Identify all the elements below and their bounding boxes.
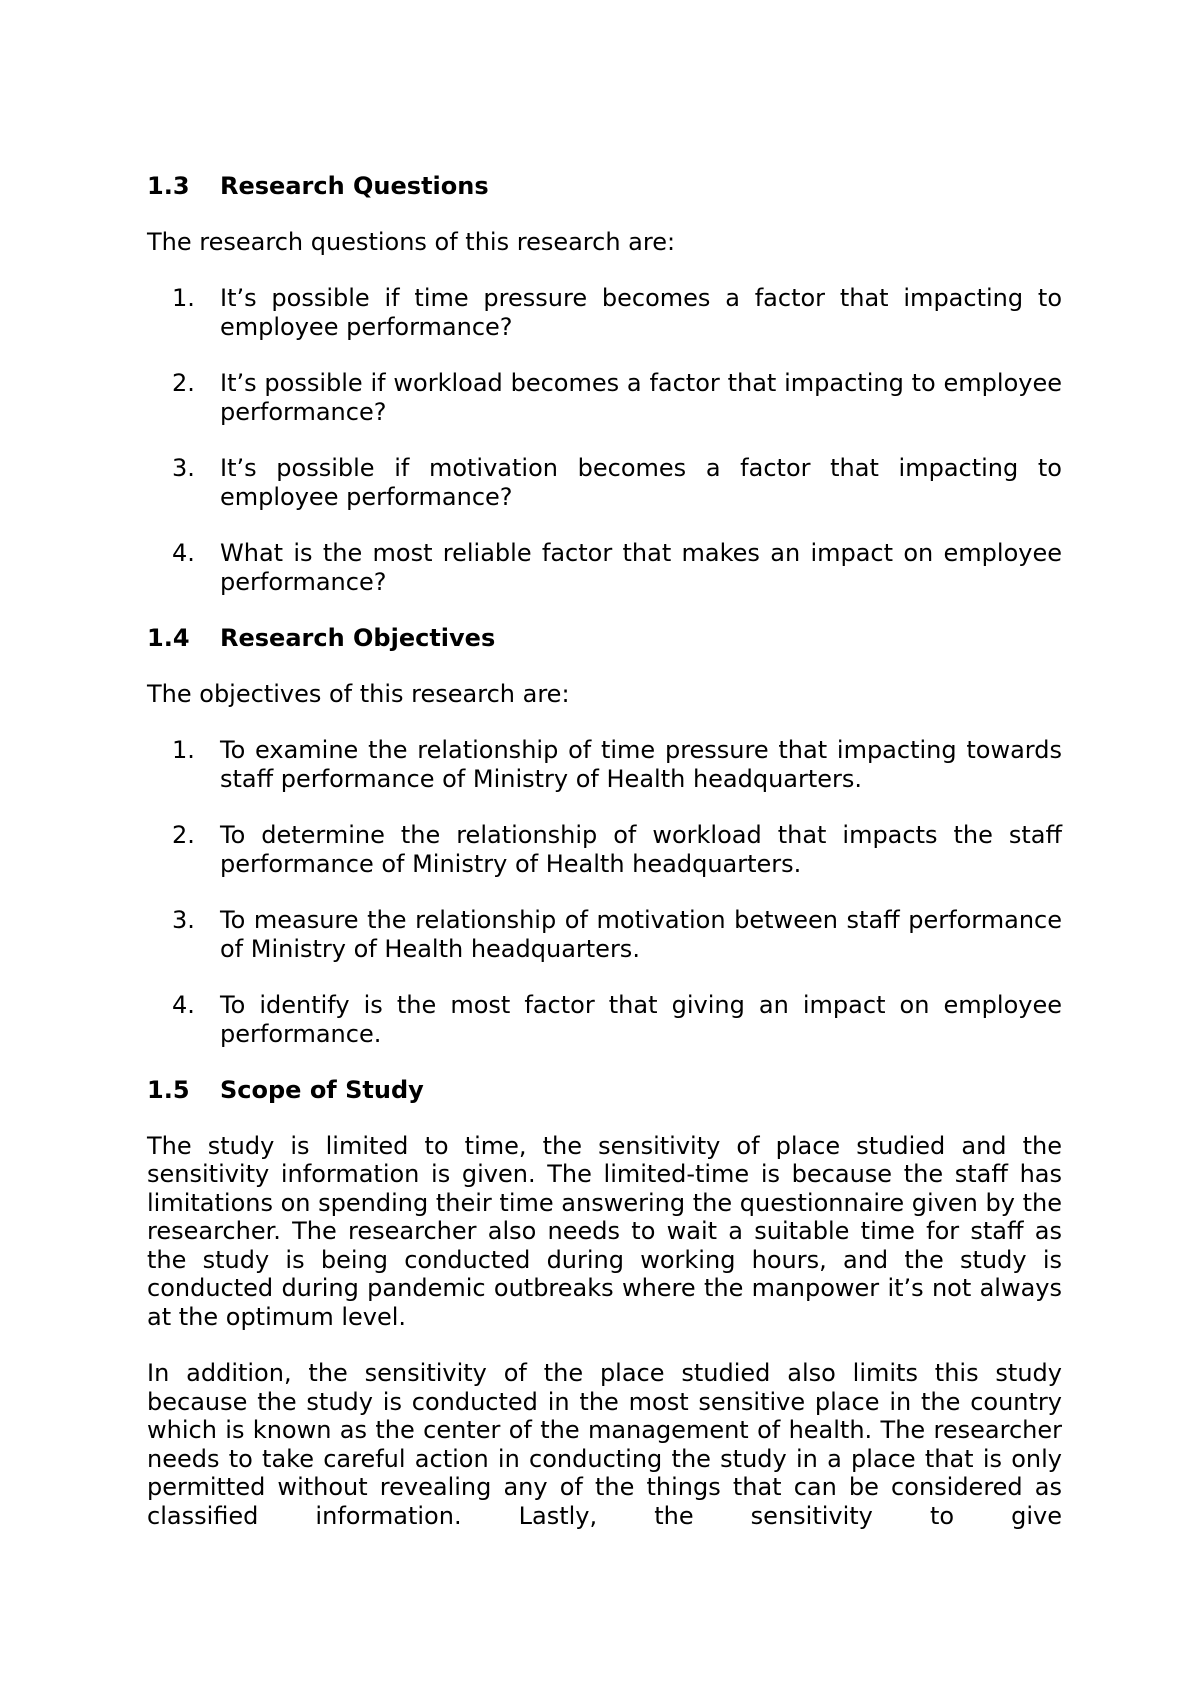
list-item-text: It’s possible if workload becomes a factor that impacting to employee performance? bbox=[220, 369, 1062, 426]
section-number: 1.5 bbox=[147, 1076, 190, 1104]
list-item-text: To measure the relationship of motivation between staff performance of Ministry of Health headquarters. bbox=[220, 906, 1062, 963]
section-title: Research Questions bbox=[220, 172, 489, 200]
list-marker: 4. bbox=[172, 991, 195, 1019]
list-marker: 1. bbox=[172, 736, 195, 764]
list-item bbox=[147, 539, 1062, 596]
research-questions-list bbox=[147, 284, 1062, 596]
list-item-text: To determine the relationship of workload that impacts the staff performance of Ministry of Health headquarters. bbox=[220, 821, 1062, 878]
list-item bbox=[147, 369, 1062, 426]
list-item bbox=[147, 821, 1062, 878]
section-heading-research-questions bbox=[147, 172, 1062, 201]
section-heading-research-objectives bbox=[147, 624, 1062, 653]
research-objectives-list bbox=[147, 736, 1062, 1048]
list-item-text: What is the most reliable factor that makes an impact on employee performance? bbox=[220, 539, 1062, 596]
list-item-text: To examine the relationship of time pressure that impacting towards staff performance of Ministry of Health headquarters. bbox=[220, 736, 1062, 793]
list-marker: 3. bbox=[172, 454, 195, 482]
section-number: 1.4 bbox=[147, 624, 190, 652]
section-title: Scope of Study bbox=[220, 1076, 424, 1104]
section-intro: The objectives of this research are: bbox=[147, 679, 570, 708]
list-marker: 2. bbox=[172, 369, 195, 397]
section-title: Research Objectives bbox=[220, 624, 496, 652]
list-item bbox=[147, 284, 1062, 341]
list-item-text: It’s possible if time pressure becomes a factor that impacting to employee performance? bbox=[220, 284, 1062, 341]
list-item bbox=[147, 454, 1062, 511]
body-paragraph: The study is limited to time, the sensitivity of place studied and the sensitivity information is given. The limited-time is because the staff has limitations on spending their time answering the questionnaire given by the researcher. The researcher also needs to wait a suitable time for staff as the study is being conducted during working hours, and the study is conducted during pandemic outbreaks where the manpower it’s not always at the optimum level. bbox=[147, 1131, 1062, 1331]
list-item bbox=[147, 991, 1062, 1048]
list-marker: 1. bbox=[172, 284, 195, 312]
section-intro: The research questions of this research are: bbox=[147, 227, 676, 256]
list-marker: 4. bbox=[172, 539, 195, 567]
list-marker: 2. bbox=[172, 821, 195, 849]
section-number: 1.3 bbox=[147, 172, 190, 200]
document-page bbox=[147, 172, 1062, 1558]
list-item bbox=[147, 736, 1062, 793]
list-item-text: It’s possible if motivation becomes a factor that impacting to employee performance? bbox=[220, 454, 1062, 511]
body-paragraph: In addition, the sensitivity of the place studied also limits this study because the study is conducted in the most sensitive place in the country which is known as the center of the management of health. The researcher needs to take careful action in conducting the study in a place that is only permitted without revealing any of the things that can be considered as classified information. Lastly, the sensitivity to give bbox=[147, 1359, 1062, 1530]
list-item bbox=[147, 906, 1062, 963]
section-heading-scope-of-study bbox=[147, 1076, 1062, 1105]
list-item-text: To identify is the most factor that giving an impact on employee performance. bbox=[220, 991, 1062, 1048]
list-marker: 3. bbox=[172, 906, 195, 934]
